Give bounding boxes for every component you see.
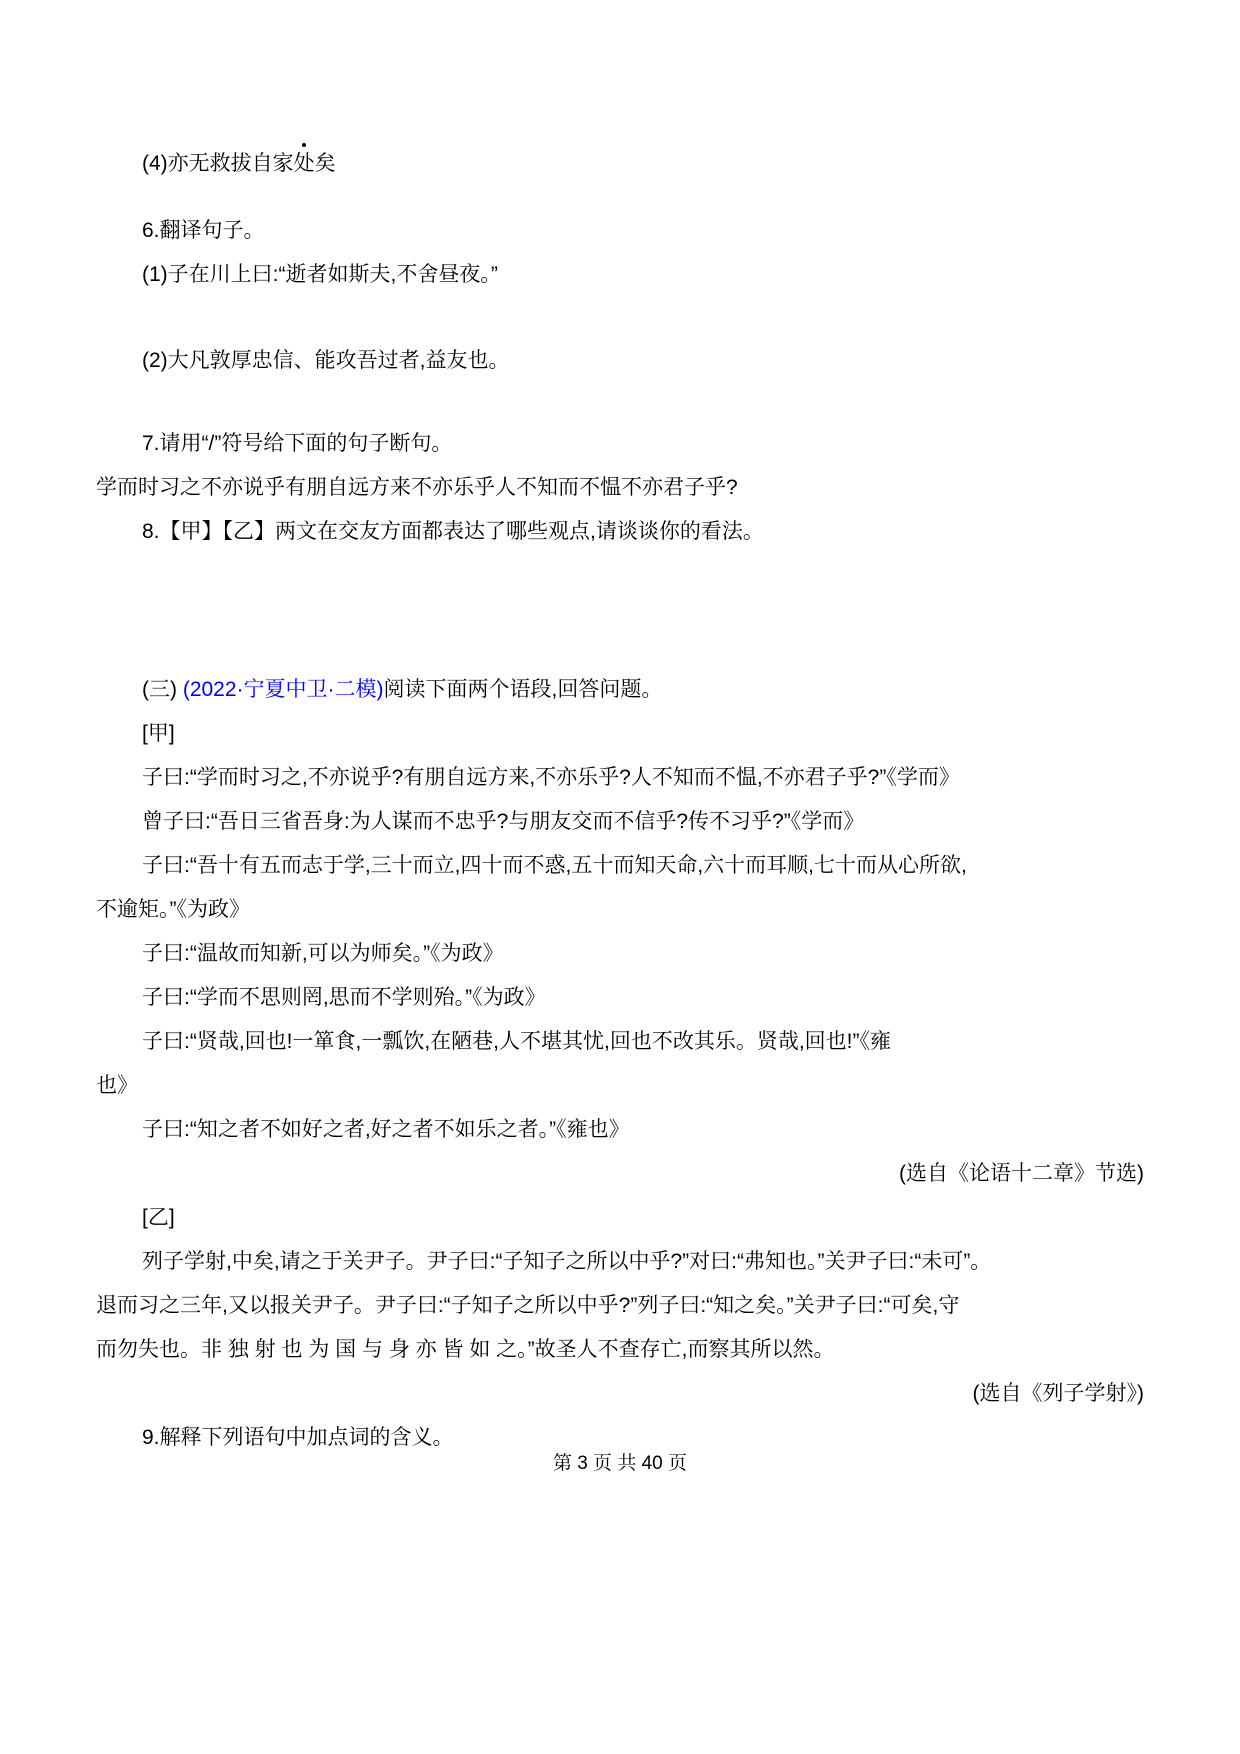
q7-stem-line bbox=[96, 430, 1144, 474]
text-segment: 子曰:“知之者不如好之者,好之者不如乐之者。”《雍也》 bbox=[142, 1118, 630, 1141]
text-segment: (4)亦无救拔自家 bbox=[142, 152, 294, 175]
text-segment: 子曰:“吾十有五而志于学,三十而立,四十而不惑,五十而知天命,六十而耳顺,七十而从心所欲, bbox=[142, 854, 967, 877]
text-segment: (1)子在川上曰:“逝者如斯夫,不舍昼夜。” bbox=[142, 263, 498, 286]
text-segment: (三) bbox=[142, 678, 183, 701]
text-segment: 学而时习之不亦说乎有朋自远方来不亦乐乎人不知而不愠不亦君子乎? bbox=[96, 476, 738, 499]
text-segment: 7.请用“/”符号给下面的句子断句。 bbox=[142, 432, 453, 455]
text-segment: 子曰:“贤哉,回也!一箪食,一瓢饮,在陋巷,人不堪其忧,回也不改其乐。贤哉,回也!”《雍 bbox=[142, 1030, 891, 1053]
passage-jia-line-8 bbox=[96, 1072, 1144, 1116]
text-segment: 子曰:“温故而知新,可以为师矣。”《为政》 bbox=[142, 942, 504, 965]
text-segment: 矣 bbox=[314, 152, 336, 175]
passage-yi-source-line bbox=[96, 1380, 1144, 1424]
q8-stem-line bbox=[96, 518, 1144, 562]
passage-yi-line-1 bbox=[96, 1248, 1144, 1292]
text-segment: [乙] bbox=[142, 1206, 175, 1229]
passage-jia-line-3 bbox=[96, 852, 1144, 896]
passage-jia-source-line bbox=[96, 1160, 1144, 1204]
passage-jia-line-6 bbox=[96, 984, 1144, 1028]
text-segment: 8.【甲】【乙】两文在交友方面都表达了哪些观点,请谈谈你的看法。 bbox=[142, 520, 764, 543]
passage-yi-line-3 bbox=[96, 1336, 1144, 1380]
text-segment: [甲] bbox=[142, 722, 175, 745]
passage-jia-line-5 bbox=[96, 940, 1144, 984]
text-segment: (选自《论语十二章》节选) bbox=[899, 1162, 1144, 1185]
emphasized-char: 处 bbox=[294, 150, 315, 178]
source-tag: (2022·宁夏中卫·二模) bbox=[182, 678, 384, 701]
text-segment: 子曰:“学而时习之,不亦说乎?有朋自远方来,不亦乐乎?人不知而不愠,不亦君子乎?”《学而》 bbox=[142, 766, 960, 789]
text-segment: 而勿失也。非 独 射 也 为 国 与 身 亦 皆 如 之。”故圣人不查存亡,而察其所以然。 bbox=[96, 1338, 835, 1361]
passage-jia-line-2 bbox=[96, 808, 1144, 852]
text-segment: 6.翻译句子。 bbox=[142, 219, 265, 242]
passage-jia-line-4 bbox=[96, 896, 1144, 940]
text-segment: 列子学射,中矣,请之于关尹子。尹子曰:“子知子之所以中乎?”对曰:“弗知也。”关尹子曰:“未可”。 bbox=[142, 1250, 992, 1273]
text-segment: (2)大凡敦厚忠信、能攻吾过者,益友也。 bbox=[142, 349, 510, 372]
text-segment: 不逾矩。”《为政》 bbox=[96, 898, 250, 921]
text-segment: (选自《列子学射》) bbox=[972, 1382, 1144, 1405]
text-segment: 子曰:“学而不思则罔,思而不学则殆。”《为政》 bbox=[142, 986, 546, 1009]
passage-jia-label-line bbox=[96, 720, 1144, 764]
q5-item4-line bbox=[96, 150, 1144, 194]
passage-jia-line-9 bbox=[96, 1116, 1144, 1160]
text-segment: 也》 bbox=[96, 1074, 138, 1097]
passage-yi-label-line bbox=[96, 1204, 1144, 1248]
text-segment: 9.解释下列语句中加点词的含义。 bbox=[142, 1426, 454, 1449]
passage-jia-line-7 bbox=[96, 1028, 1144, 1072]
q7-sentence-line bbox=[96, 474, 1144, 518]
document-lines bbox=[96, 150, 1144, 1468]
section-3-heading-line bbox=[96, 676, 1144, 720]
text-segment: 阅读下面两个语段,回答问题。 bbox=[383, 678, 663, 701]
q6-item2-line bbox=[96, 347, 1144, 391]
text-segment: 退而习之三年,又以报关尹子。尹子曰:“子知子之所以中乎?”列子曰:“知之矣。”关尹子曰:“可矣,守 bbox=[96, 1294, 960, 1317]
q6-stem-line bbox=[96, 217, 1144, 261]
page-number: 第 3 页 共 40 页 bbox=[552, 1453, 688, 1474]
passage-yi-line-2 bbox=[96, 1292, 1144, 1336]
text-segment: 曾子曰:“吾日三省吾身:为人谋而不忠乎?与朋友交而不信乎?传不习乎?”《学而》 bbox=[142, 810, 865, 833]
q6-item1-line bbox=[96, 261, 1144, 305]
passage-jia-line-1 bbox=[96, 764, 1144, 808]
